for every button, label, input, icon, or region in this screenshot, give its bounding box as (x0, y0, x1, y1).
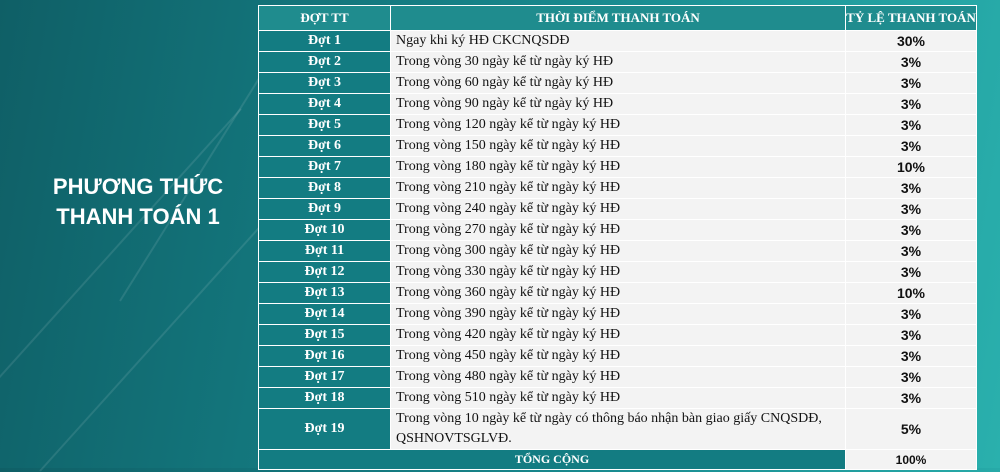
table-row (259, 367, 977, 388)
table-row (259, 199, 977, 220)
stage-cell: Đợt 8 (259, 178, 391, 199)
rate-cell: 3% (846, 115, 977, 136)
rate-cell: 3% (846, 262, 977, 283)
table-row (259, 409, 977, 450)
stage-cell: Đợt 6 (259, 136, 391, 157)
table-row (259, 304, 977, 325)
table-row (259, 73, 977, 94)
stage-cell: Đợt 9 (259, 199, 391, 220)
timing-cell: Trong vòng 30 ngày kể từ ngày ký HĐ (391, 52, 846, 73)
timing-cell: Trong vòng 300 ngày kể từ ngày ký HĐ (391, 241, 846, 262)
rate-cell: 10% (846, 157, 977, 178)
timing-cell: Trong vòng 90 ngày kể từ ngày ký HĐ (391, 94, 846, 115)
timing-cell: Trong vòng 330 ngày kể từ ngày ký HĐ (391, 262, 846, 283)
stage-cell: Đợt 12 (259, 262, 391, 283)
table-row (259, 283, 977, 304)
timing-cell: Trong vòng 390 ngày kể từ ngày ký HĐ (391, 304, 846, 325)
section-title-line-1: PHƯƠNG THỨC (52, 174, 224, 199)
rate-cell: 3% (846, 199, 977, 220)
section-title (18, 172, 258, 232)
table-row (259, 94, 977, 115)
rate-cell: 3% (846, 325, 977, 346)
table-row (259, 136, 977, 157)
rate-cell: 3% (846, 52, 977, 73)
timing-cell: Trong vòng 240 ngày kể từ ngày ký HĐ (391, 199, 846, 220)
timing-cell: Ngay khi ký HĐ CKCNQSDĐ (391, 31, 846, 52)
table-row (259, 241, 977, 262)
table-row (259, 31, 977, 52)
rate-cell: 3% (846, 136, 977, 157)
stage-cell: Đợt 7 (259, 157, 391, 178)
stage-cell: Đợt 4 (259, 94, 391, 115)
stage-cell: Đợt 3 (259, 73, 391, 94)
timing-cell: Trong vòng 450 ngày kể từ ngày ký HĐ (391, 346, 846, 367)
rate-cell: 3% (846, 94, 977, 115)
rate-cell: 30% (846, 31, 977, 52)
rate-cell: 3% (846, 220, 977, 241)
rate-cell: 3% (846, 367, 977, 388)
rate-cell: 3% (846, 241, 977, 262)
rate-cell: 3% (846, 346, 977, 367)
timing-cell: Trong vòng 10 ngày kể từ ngày có thông báo nhận bàn giao giấy CNQSDĐ, QSHNOVTSGLVĐ. (391, 409, 846, 450)
stage-cell: Đợt 15 (259, 325, 391, 346)
column-header-rate: TỶ LỆ THANH TOÁN (846, 6, 977, 31)
timing-cell: Trong vòng 420 ngày kể từ ngày ký HĐ (391, 325, 846, 346)
stage-cell: Đợt 17 (259, 367, 391, 388)
stage-cell: Đợt 10 (259, 220, 391, 241)
table-row (259, 388, 977, 409)
rate-cell: 3% (846, 388, 977, 409)
table-row (259, 178, 977, 199)
timing-cell: Trong vòng 270 ngày kể từ ngày ký HĐ (391, 220, 846, 241)
stage-cell: Đợt 19 (259, 409, 391, 450)
rate-cell: 3% (846, 304, 977, 325)
column-header-stage: ĐỢT TT (259, 6, 391, 31)
table-row (259, 220, 977, 241)
stage-cell: Đợt 5 (259, 115, 391, 136)
payment-schedule-table (258, 5, 977, 470)
stage-cell: Đợt 14 (259, 304, 391, 325)
table-row (259, 262, 977, 283)
section-title-line-2: THANH TOÁN 1 (56, 204, 220, 229)
rate-cell: 3% (846, 178, 977, 199)
timing-cell: Trong vòng 360 ngày kể từ ngày ký HĐ (391, 283, 846, 304)
timing-cell: Trong vòng 120 ngày kể từ ngày ký HĐ (391, 115, 846, 136)
stage-cell: Đợt 2 (259, 52, 391, 73)
timing-cell: Trong vòng 510 ngày kể từ ngày ký HĐ (391, 388, 846, 409)
table-row (259, 115, 977, 136)
total-row (259, 450, 977, 470)
timing-cell: Trong vòng 480 ngày kể từ ngày ký HĐ (391, 367, 846, 388)
table-header-row (259, 6, 977, 31)
table-row (259, 52, 977, 73)
table-row (259, 325, 977, 346)
decorative-stripe (0, 108, 242, 421)
rate-cell: 5% (846, 409, 977, 450)
stage-cell: Đợt 1 (259, 31, 391, 52)
table-row (259, 157, 977, 178)
table-row (259, 346, 977, 367)
rate-cell: 3% (846, 73, 977, 94)
total-rate: 100% (846, 450, 977, 470)
stage-cell: Đợt 13 (259, 283, 391, 304)
timing-cell: Trong vòng 150 ngày kể từ ngày ký HĐ (391, 136, 846, 157)
timing-cell: Trong vòng 180 ngày kể từ ngày ký HĐ (391, 157, 846, 178)
stage-cell: Đợt 11 (259, 241, 391, 262)
column-header-timing: THỜI ĐIỂM THANH TOÁN (391, 6, 846, 31)
timing-cell: Trong vòng 60 ngày kể từ ngày ký HĐ (391, 73, 846, 94)
stage-cell: Đợt 18 (259, 388, 391, 409)
total-label: TỔNG CỘNG (259, 450, 846, 470)
rate-cell: 10% (846, 283, 977, 304)
stage-cell: Đợt 16 (259, 346, 391, 367)
timing-cell: Trong vòng 210 ngày kể từ ngày ký HĐ (391, 178, 846, 199)
